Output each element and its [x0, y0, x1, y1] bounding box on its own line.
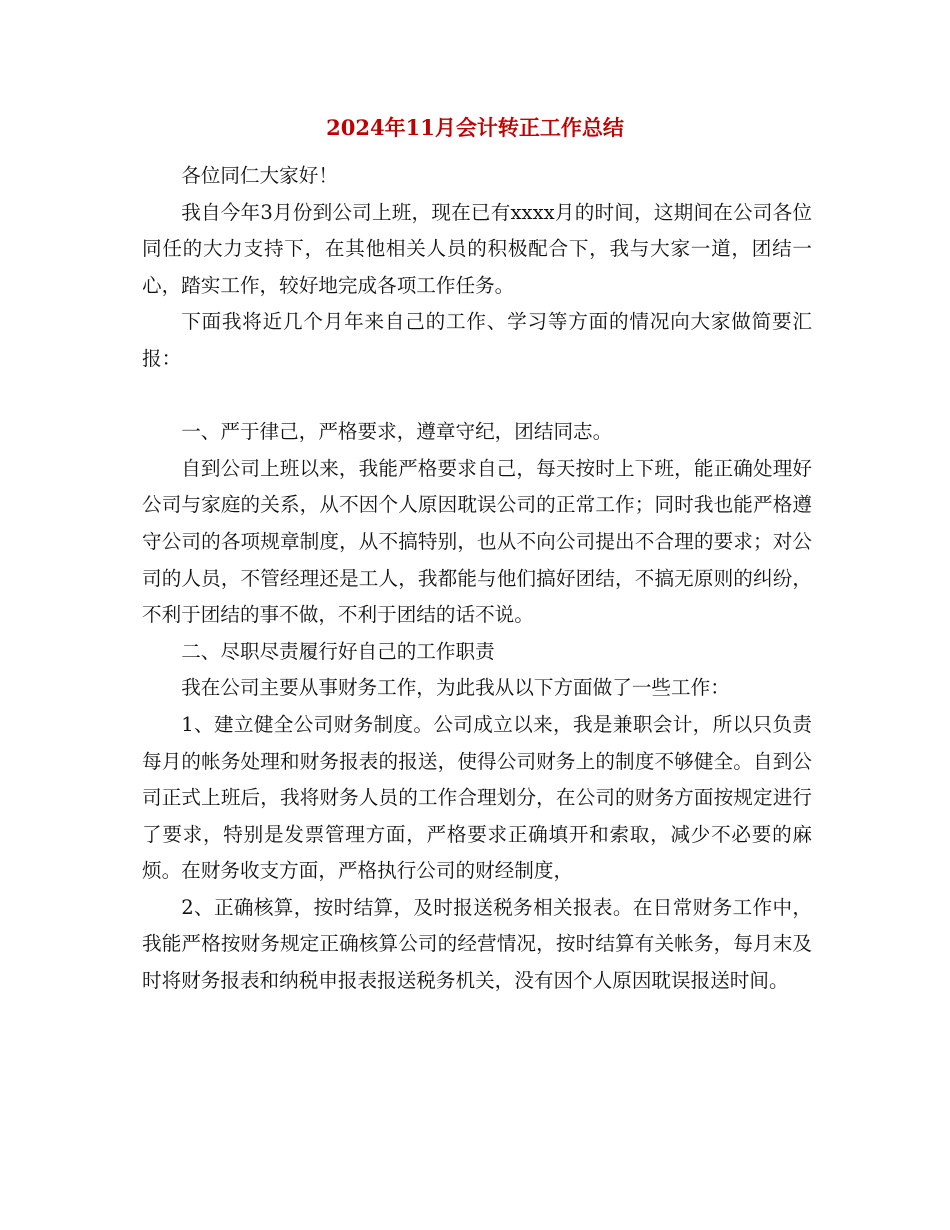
section-2-item-1: 1、建立健全公司财务制度。公司成立以来，我是兼职会计，所以只负责每月的帐务处理和财务报表的报送，使得公司财务上的制度不够健全。自到公司正式上班后，我将财务人员的工作合理划分，在公司的财务方面按规定进行了要求，特别是发票管理方面，严格要求正确填开和索取，减少不必要的麻烦。在财务收支方面，严格执行公司的财经制度，: [142, 712, 812, 883]
document-title: 2024年11月会计转正工作总结: [326, 115, 624, 140]
section-2-lead-paragraph: 我在公司主要从事财务工作，为此我从以下方面做了一些工作：: [181, 676, 730, 700]
section-heading-2: 二、尽职尽责履行好自己的工作职责: [181, 639, 495, 663]
section-heading-1: 一、严于律己，严格要求，遵章守纪，团结同志。: [181, 420, 613, 444]
document-body: [142, 158, 812, 1000]
intro-paragraph: 我自今年3月份到公司上班，现在已有xxxx月的时间，这期间在公司各位同任的大力支持下，在其他相关人员的积极配合下，我与大家一道，团结一心，踏实工作，较好地完成各项工作任务。: [142, 200, 812, 297]
section-1-paragraph: 自到公司上班以来，我能严格要求自己，每天按时上下班，能正确处理好公司与家庭的关系，从不因个人原因耽误公司的正常工作；同时我也能严格遵守公司的各项规章制度，从不搞特别，也从不向公司提出不合理的要求；对公司的人员，不管经理还是工人，我都能与他们搞好团结，不搞无原则的纠纷，不利于团结的事不做，不利于团结的话不说。: [142, 456, 812, 627]
summary-lead-paragraph: 下面我将近几个月年来自己的工作、学习等方面的情况向大家做简要汇报：: [142, 310, 812, 370]
greeting-paragraph: 各位同仁大家好！: [181, 164, 338, 187]
section-2-item-2: 2、正确核算，按时结算，及时报送税务相关报表。在日常财务工作中，我能严格按财务规定正确核算公司的经营情况，按时结算有关帐务，每月末及时将财务报表和纳税申报表报送税务机关，没有因个人原因耽误报送时间。: [142, 895, 812, 993]
